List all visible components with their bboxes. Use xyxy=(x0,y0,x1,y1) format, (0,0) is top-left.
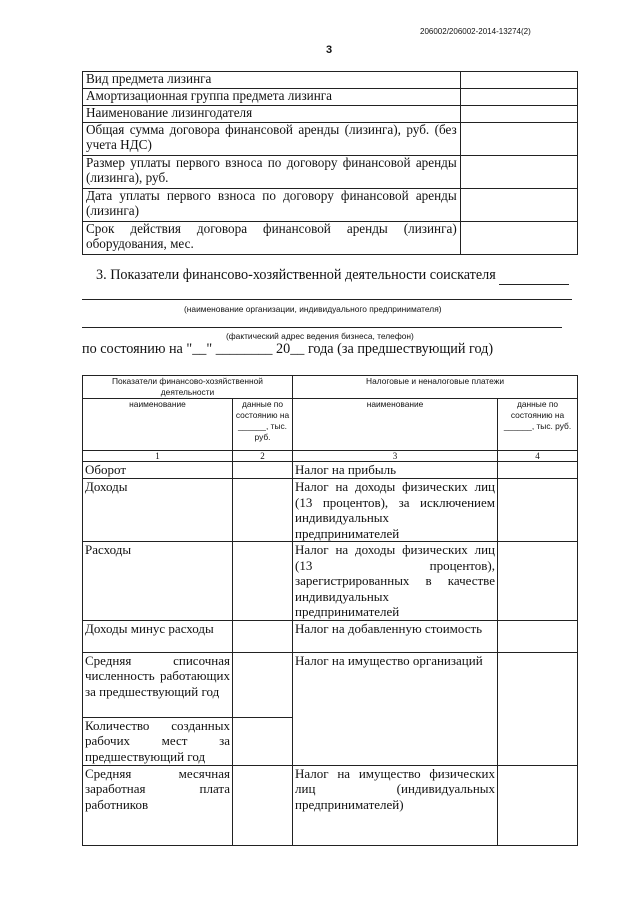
table-row xyxy=(83,89,578,106)
tax-name: Налог на имущество физических лиц (индивидуальных предпринимателей) xyxy=(293,765,498,845)
tax-value[interactable] xyxy=(498,620,578,652)
table-row xyxy=(83,106,578,123)
table-row xyxy=(83,620,578,652)
tax-name: Налог на доходы физических лиц (13 процентов), за исключением индивидуальных предпринимателей xyxy=(293,479,498,542)
indicator-name: Средняя месячная заработная плата работников xyxy=(83,765,233,845)
lease-row-value[interactable] xyxy=(460,189,577,222)
tax-name: Налог на прибыль xyxy=(293,462,498,479)
lease-row-label: Срок действия договора финансовой аренды (лизинга) оборудования, мес. xyxy=(83,222,461,255)
table-row xyxy=(83,123,578,156)
tax-name: Налог на доходы физических лиц (13 процентов), зарегистрированных в качестве индивидуальных предпринимателей xyxy=(293,542,498,621)
indicator-name: Расходы xyxy=(83,542,233,621)
tax-value[interactable] xyxy=(498,462,578,479)
indicator-name: Средняя списочная численность работающих за предшествующий год xyxy=(83,652,233,717)
header-name-col: наименование xyxy=(293,399,498,451)
indicator-name: Доходы xyxy=(83,479,233,542)
lease-row-value[interactable] xyxy=(460,156,577,189)
table-row xyxy=(83,189,578,222)
table-row xyxy=(83,72,578,89)
table-row xyxy=(83,542,578,621)
lease-row-label: Наименование лизингодателя xyxy=(83,106,461,123)
indicator-name: Количество созданных рабочих мест за предшествующий год xyxy=(83,717,233,765)
tax-name: Налог на добавленную стоимость xyxy=(293,620,498,652)
header-data-col: данные по состоянию на ______, тыс. руб. xyxy=(498,399,578,451)
header-indicators-group: Показатели финансово-хозяйственной деятельности xyxy=(83,376,293,399)
document-number: 206002/206002-2014-13274(2) xyxy=(420,27,531,36)
lease-row-value[interactable] xyxy=(460,106,577,123)
table-header-row xyxy=(83,376,578,399)
tax-value[interactable] xyxy=(498,652,578,765)
financial-indicators-table xyxy=(82,375,578,846)
indicator-name: Доходы минус расходы xyxy=(83,620,233,652)
column-number: 3 xyxy=(293,451,498,462)
lease-row-value[interactable] xyxy=(460,89,577,106)
section-title: 3. Показатели финансово-хозяйственной деятельности соискателя xyxy=(96,267,576,285)
column-number: 2 xyxy=(233,451,293,462)
table-row xyxy=(83,479,578,542)
indicator-value[interactable] xyxy=(233,717,293,765)
tax-value[interactable] xyxy=(498,542,578,621)
table-header-row xyxy=(83,399,578,451)
org-name-line[interactable] xyxy=(82,299,572,300)
lease-row-label: Амортизационная группа предмета лизинга xyxy=(83,89,461,106)
tax-value[interactable] xyxy=(498,479,578,542)
as-of-date-line: по состоянию на "__" ________ 20__ года (за предшествующий год) xyxy=(82,341,494,357)
lease-row-value[interactable] xyxy=(460,222,577,255)
page-number: 3 xyxy=(326,44,333,56)
column-numbers-row xyxy=(83,451,578,462)
header-data-col: данные по состоянию на ______, тыс. руб. xyxy=(233,399,293,451)
lease-row-label: Вид предмета лизинга xyxy=(83,72,461,89)
lease-row-label: Общая сумма договора финансовой аренды (лизинга), руб. (без учета НДС) xyxy=(83,123,461,156)
table-row xyxy=(83,652,578,717)
lease-row-label: Размер уплаты первого взноса по договору финансовой аренды (лизинга), руб. xyxy=(83,156,461,189)
header-taxes-group: Налоговые и неналоговые платежи xyxy=(293,376,578,399)
tax-value[interactable] xyxy=(498,765,578,845)
indicator-value[interactable] xyxy=(233,479,293,542)
indicator-name: Оборот xyxy=(83,462,233,479)
indicator-value[interactable] xyxy=(233,462,293,479)
lease-table xyxy=(82,71,578,255)
address-caption: (фактический адрес ведения бизнеса, телефон) xyxy=(226,331,414,341)
indicator-value[interactable] xyxy=(233,765,293,845)
lease-row-label: Дата уплаты первого взноса по договору финансовой аренды (лизинга) xyxy=(83,189,461,222)
table-row xyxy=(83,156,578,189)
table-row xyxy=(83,222,578,255)
lease-row-value[interactable] xyxy=(460,123,577,156)
applicant-name-line[interactable] xyxy=(499,267,569,285)
indicator-value[interactable] xyxy=(233,542,293,621)
tax-name: Налог на имущество организаций xyxy=(293,652,498,765)
indicator-value[interactable] xyxy=(233,620,293,652)
header-name-col: наименование xyxy=(83,399,233,451)
column-number: 1 xyxy=(83,451,233,462)
table-row xyxy=(83,765,578,845)
indicator-value[interactable] xyxy=(233,652,293,717)
table-row xyxy=(83,462,578,479)
column-number: 4 xyxy=(498,451,578,462)
address-line[interactable] xyxy=(82,327,562,328)
lease-row-value[interactable] xyxy=(460,72,577,89)
org-name-caption: (наименование организации, индивидуального предпринимателя) xyxy=(184,304,442,314)
